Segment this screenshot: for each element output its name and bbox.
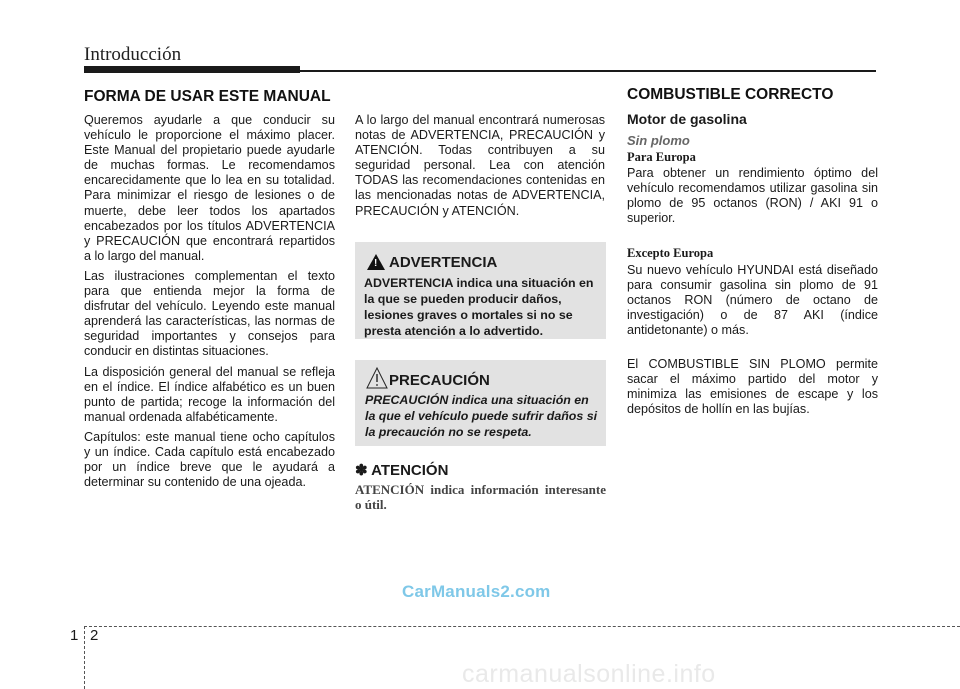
heading-except-europe: Excepto Europa <box>627 246 714 260</box>
warning-title: ADVERTENCIA <box>389 254 498 271</box>
subtitle-gasoline-engine: Motor de gasolina <box>627 111 747 127</box>
footer-rule <box>84 626 960 627</box>
chapter-number: 1 <box>70 627 79 644</box>
paragraph: Las ilustraciones complementan el texto para que entienda mejor la forma de disfrutar del vehículo. Leyendo este manual aprenderá las características, las normas de seguridad importantes y consejos para conducir en distintas situaciones. <box>84 268 335 359</box>
section-title-fuel: COMBUSTIBLE CORRECTO <box>627 86 834 103</box>
header-title: Introducción <box>84 44 182 65</box>
unleaded-paragraph: El COMBUSTIBLE SIN PLOMO permite sacar el máximo partido del motor y minimiza las emisiones de escape y los depósitos de hollín en las bujías. <box>627 357 878 417</box>
caution-box <box>355 360 606 446</box>
europe-paragraph: Para obtener un rendimiento óptimo del vehículo recomendamos utilizar gasolina sin plomo de 95 octanos (RON) / AKI 91 o superior. <box>627 166 878 226</box>
caution-title: PRECAUCIÓN <box>389 372 490 389</box>
except-europe-paragraph: Su nuevo vehículo HYUNDAI está diseñado para consumir gasolina sin plomo de 91 octanos RON (número de octano de investigación) o de 87 AKI (índice antidetonante) o más. <box>627 263 878 338</box>
paragraph: La disposición general del manual se refleja en el índice. El índice alfabético es un buen punto de partida; recoge la información del manual ordenada alfabéticamente. <box>84 364 335 424</box>
watermark-carmanualsonline: carmanualsonline.info <box>462 660 716 688</box>
section-title-manual: FORMA DE USAR ESTE MANUAL <box>84 88 331 105</box>
warning-box <box>355 242 606 339</box>
notice-text: ATENCIÓN indica información interesante o útil. <box>355 482 606 512</box>
notice-title: ✽ ATENCIÓN <box>355 462 449 479</box>
footer-divider <box>84 626 85 689</box>
paragraph: Queremos ayudarle a que conducir su vehículo le proporcione el máximo placer. Este Manual del propietario puede ayudarle de muchas formas. Le recomendamos encarecidamente que lo lea en su totalidad. Para minimizar el riesgo de lesiones o de muerte, debe leer todos los apartados encabezados por los títulos ADVERTENCIA y PRECAUCIÓN que encontrará repartidos a lo largo del manual. <box>84 113 335 263</box>
watermark-carmanuals2: CarManuals2.com <box>402 582 551 601</box>
caution-icon <box>365 366 389 390</box>
paragraph: Capítulos: este manual tiene ocho capítulos y un índice. Cada capítulo está encabezado por un índice breve que le ayudará a determinar su contenido de una ojeada. <box>84 429 335 490</box>
page-number: 2 <box>90 627 99 644</box>
warning-text: ADVERTENCIA indica una situación en la que se pueden producir daños, lesiones graves o mortales si no se presta atención a lo advertido. <box>364 276 594 338</box>
manual-usage-text <box>84 113 335 490</box>
caution-text: PRECAUCIÓN indica una situación en la que el vehículo puede sufrir daños si la precaución no se respeta. <box>365 393 598 439</box>
notes-intro-paragraph: A lo largo del manual encontrará numerosas notas de ADVERTENCIA, PRECAUCIÓN y ATENCIÓN. Todas contribuyen a su seguridad personal. Lea con atención TODAS las recomendaciones contenidas en las mencionadas notas de ADVERTENCIA, PRECAUCIÓN y ATENCIÓN. <box>355 113 605 218</box>
warning-icon: ! <box>367 254 385 270</box>
subtitle-unleaded: Sin plomo <box>627 133 690 148</box>
heading-europe: Para Europa <box>627 150 696 164</box>
header-bar <box>84 66 300 73</box>
header-rule <box>300 70 876 72</box>
